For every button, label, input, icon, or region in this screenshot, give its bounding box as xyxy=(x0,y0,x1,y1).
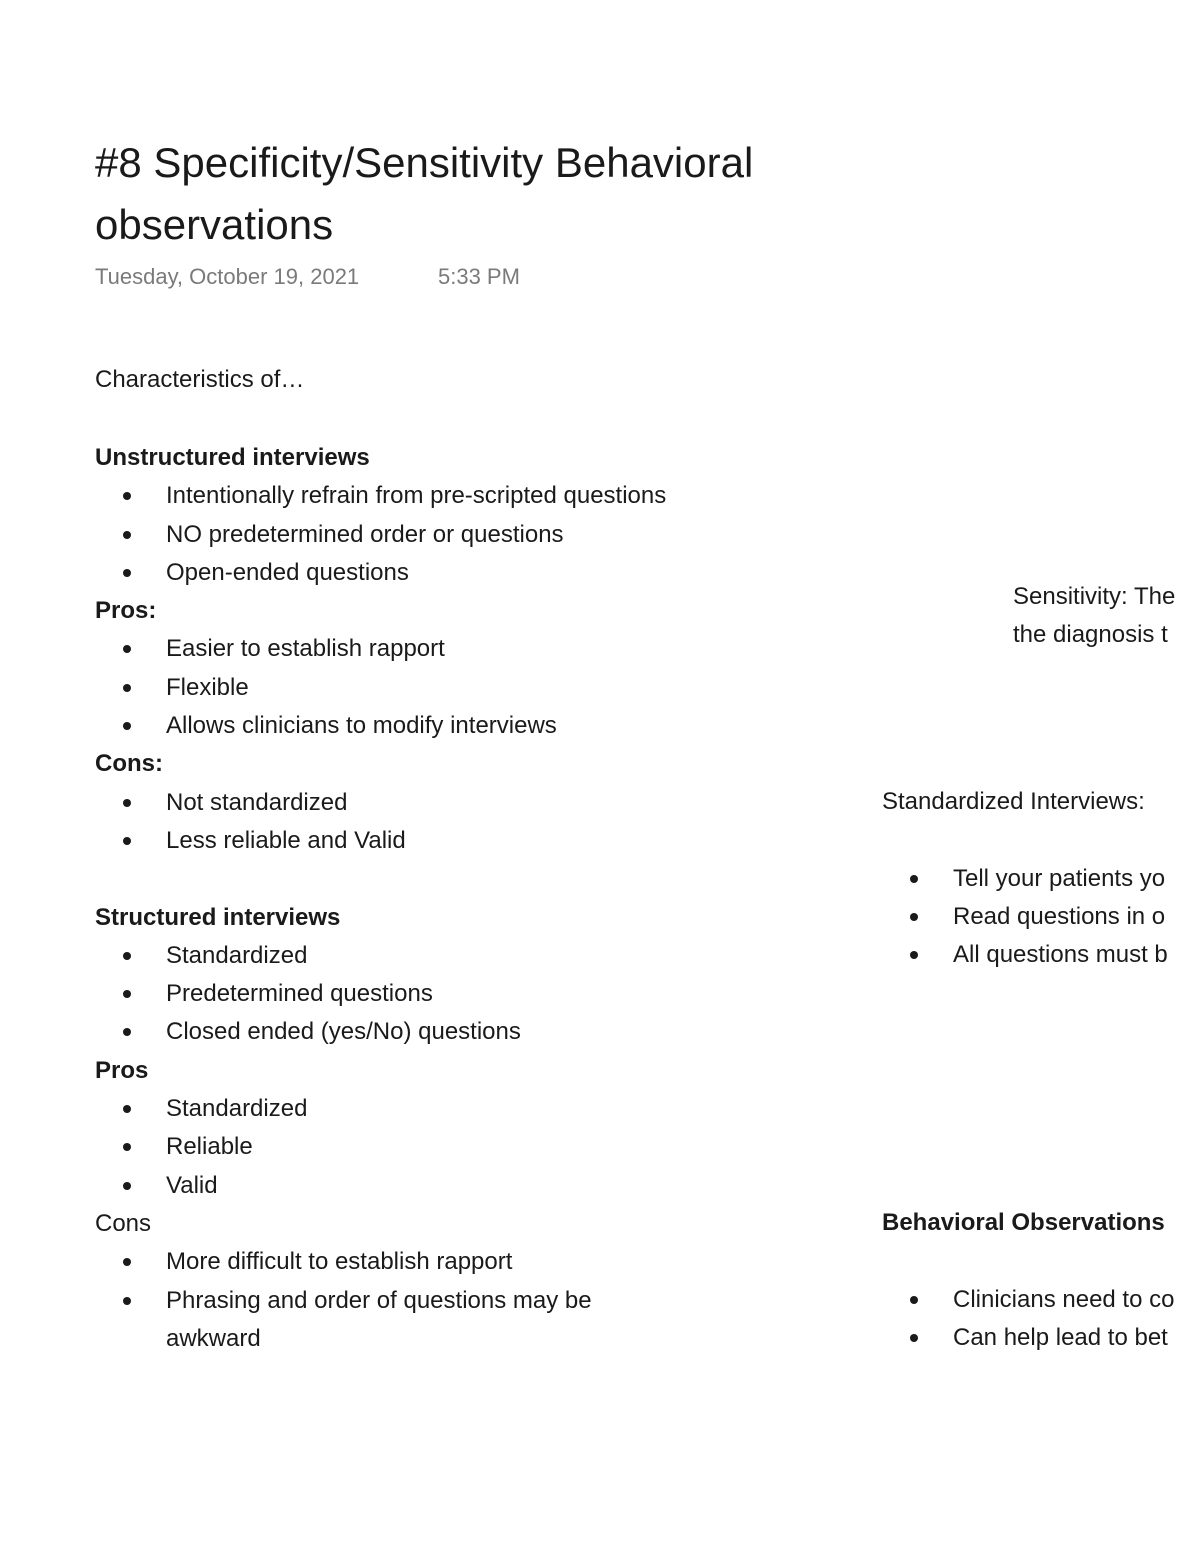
list-item xyxy=(95,975,815,1013)
list-item-text: Reliable xyxy=(166,1133,253,1161)
structured-cons-list xyxy=(95,1243,815,1358)
list-item-text: Clinicians need to co xyxy=(953,1285,1175,1313)
list-item-text: Standardized xyxy=(166,1095,308,1123)
list-item xyxy=(95,630,815,668)
list-item xyxy=(882,898,1200,936)
list-item xyxy=(95,1167,815,1205)
bullet-icon xyxy=(123,531,131,539)
note-date: Tuesday, October 19, 2021 xyxy=(95,264,360,289)
structured-pros-list xyxy=(95,1090,815,1205)
list-item xyxy=(95,554,815,592)
note-timestamp xyxy=(95,264,520,290)
list-item-text: Standardized xyxy=(166,941,308,969)
list-item xyxy=(95,1243,815,1281)
unstructured-cons-list xyxy=(95,784,815,861)
list-item xyxy=(882,936,1200,974)
list-item xyxy=(95,669,815,707)
bullet-icon xyxy=(910,951,918,959)
list-item-text: NO predetermined order or questions xyxy=(166,520,564,548)
list-item xyxy=(95,1282,686,1359)
list-item xyxy=(95,937,815,975)
bullet-icon xyxy=(910,875,918,883)
bullet-icon xyxy=(910,913,918,921)
structured-heading: Structured interviews xyxy=(95,903,341,931)
list-item-text: Intentionally refrain from pre-scripted questions xyxy=(166,482,667,510)
bullet-icon xyxy=(123,722,131,730)
list-item-text: Easier to establish rapport xyxy=(166,635,445,663)
intro-text: Characteristics of… xyxy=(95,366,305,393)
bullet-icon xyxy=(123,1105,131,1113)
bullet-icon xyxy=(123,645,131,653)
bullet-icon xyxy=(123,1258,131,1266)
bullet-icon xyxy=(123,1028,131,1036)
structured-pros-label: Pros xyxy=(95,1056,149,1084)
list-item xyxy=(95,516,815,554)
unstructured-cons-label: Cons: xyxy=(95,750,163,778)
list-item xyxy=(95,1128,815,1166)
list-item xyxy=(95,784,815,822)
standardized-heading: Standardized Interviews: xyxy=(882,788,1145,815)
list-item-text: Open-ended questions xyxy=(166,558,409,586)
list-item xyxy=(95,1090,815,1128)
list-item xyxy=(882,860,1200,898)
bullet-icon xyxy=(123,492,131,500)
bullet-icon xyxy=(123,569,131,577)
list-item xyxy=(95,822,815,860)
behavioral-observations-section xyxy=(882,1204,1200,1357)
list-item xyxy=(882,1281,1200,1319)
unstructured-pros-list xyxy=(95,630,815,745)
bullet-icon xyxy=(123,684,131,692)
list-item xyxy=(95,477,815,515)
behavioral-heading: Behavioral Observations xyxy=(882,1209,1165,1236)
bullet-icon xyxy=(123,799,131,807)
bullet-icon xyxy=(910,1334,918,1342)
list-item-text: Tell your patients yo xyxy=(953,864,1166,892)
list-item xyxy=(882,1319,1200,1357)
note-time: 5:33 PM xyxy=(438,264,520,289)
bullet-icon xyxy=(123,1143,131,1151)
bullet-icon xyxy=(123,952,131,960)
list-item xyxy=(95,1013,815,1051)
bullet-icon xyxy=(123,990,131,998)
standardized-list xyxy=(882,860,1200,975)
list-item-text: Flexible xyxy=(166,673,249,701)
list-item xyxy=(95,707,815,745)
list-item-text: Phrasing and order of questions may be awkward xyxy=(166,1286,592,1352)
behavioral-list xyxy=(882,1281,1200,1358)
list-item-text: Allows clinicians to modify interviews xyxy=(166,712,557,740)
sensitivity-note xyxy=(1013,578,1175,655)
list-item-text: Less reliable and Valid xyxy=(166,826,406,854)
list-item-text: Valid xyxy=(166,1171,218,1199)
unstructured-pros-label: Pros: xyxy=(95,597,157,625)
sensitivity-line-2: the diagnosis t xyxy=(1013,621,1168,649)
page-title: #8 Specificity/Sensitivity Behavioral observations xyxy=(95,139,754,248)
list-item-text: Closed ended (yes/No) questions xyxy=(166,1018,521,1046)
list-item-text: Predetermined questions xyxy=(166,980,433,1008)
bullet-icon xyxy=(123,1182,131,1190)
list-item-text: Can help lead to bet xyxy=(953,1323,1168,1351)
unstructured-list xyxy=(95,477,815,592)
list-item-text: Read questions in o xyxy=(953,902,1166,930)
structured-cons-label: Cons xyxy=(95,1209,152,1237)
unstructured-heading: Unstructured interviews xyxy=(95,444,370,471)
bullet-icon xyxy=(910,1296,918,1304)
bullet-icon xyxy=(123,837,131,845)
structured-list xyxy=(95,937,815,1052)
standardized-interviews-section xyxy=(882,783,1200,974)
list-item-text: More difficult to establish rapport xyxy=(166,1248,513,1276)
bullet-icon xyxy=(123,1297,131,1305)
sensitivity-line-1: Sensitivity: The xyxy=(1013,583,1176,610)
list-item-text: Not standardized xyxy=(166,788,348,816)
interview-types-section xyxy=(95,439,815,1358)
list-item-text: All questions must b xyxy=(953,941,1168,969)
